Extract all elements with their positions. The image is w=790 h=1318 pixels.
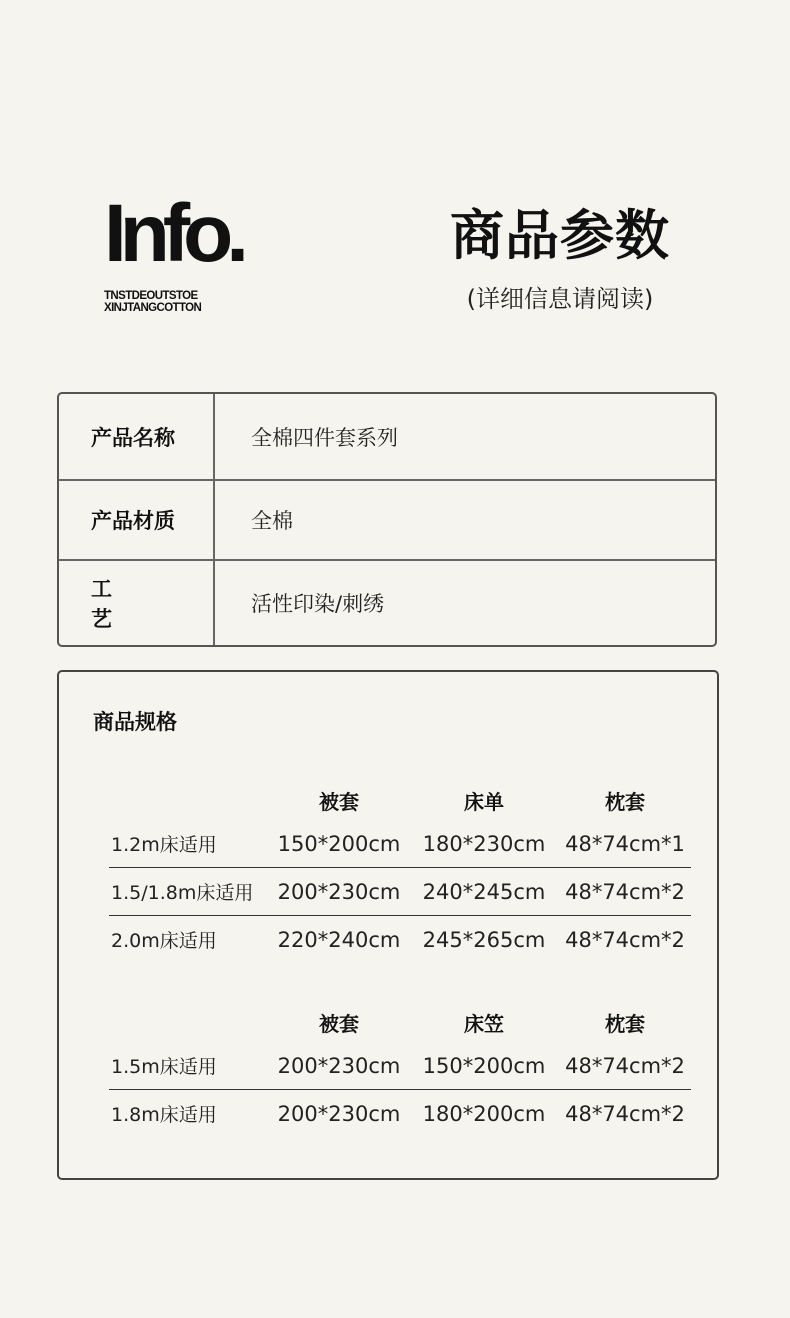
table-cell: 200*230cm [269,1090,409,1138]
table-header-row [109,780,691,820]
table-cell: 48*74cm*2 [559,916,691,964]
page-subtitle: (详细信息请阅读) [466,285,654,313]
column-header: 枕套 [605,1011,645,1036]
info-row-craft [59,559,715,645]
bed-size-cell: 2.0m床适用 [109,916,269,964]
table-row [109,868,691,916]
table-cell: 150*200cm [422,1053,546,1078]
bed-size-cell: 1.5/1.8m床适用 [109,868,269,916]
table-cell: 48*74cm*2 [565,1053,685,1078]
table-row [109,916,691,964]
table-cell: 48*74cm*2 [559,868,691,916]
column-header: 枕套 [605,789,645,814]
info-row-name [59,394,715,479]
bed-size-cell: 1.2m床适用 [111,834,217,856]
table-cell: 180*230cm [422,831,546,856]
info-value: 活性印染/刺绣 [251,592,385,616]
brand-logo [104,188,334,314]
bed-size-cell: 1.5m床适用 [111,1056,217,1078]
column-header [109,780,269,820]
logo-tagline-line1: TNSTDEOUTSTOE [104,290,198,302]
spec-title: 商品规格 [93,710,177,734]
table-cell: 240*245cm [409,868,559,916]
logo-tagline-line2: XINJTANGCOTTON [104,302,202,314]
product-info-table [57,392,717,647]
table-cell: 150*200cm [277,831,401,856]
spec-table-fitted-set [109,1002,691,1137]
info-label: 产品名称 [59,394,215,479]
table-cell: 245*265cm [409,916,559,964]
table-row [109,820,691,868]
info-label: 产品材质 [59,481,215,559]
page-title: 商品参数 [450,204,670,267]
table-row [109,1042,691,1090]
column-header: 被套 [319,1011,359,1036]
table-cell: 220*240cm [269,916,409,964]
page-heading [430,200,690,314]
spec-panel [57,670,719,1180]
column-header: 床单 [464,789,504,814]
table-cell: 200*230cm [277,1053,401,1078]
column-header: 床笠 [464,1011,504,1036]
table-header-row [109,1002,691,1042]
logo-tagline [104,290,334,314]
table-cell: 200*230cm [269,868,409,916]
info-label: 工艺 [59,561,215,645]
info-row-material [59,479,715,559]
bed-size-cell: 1.8m床适用 [109,1090,269,1138]
table-cell: 48*74cm*2 [559,1090,691,1138]
table-cell: 48*74cm*1 [565,831,685,856]
info-value: 全棉四件套系列 [251,425,398,450]
info-value: 全棉 [251,509,293,533]
table-cell: 180*200cm [409,1090,559,1138]
logo-wordmark: Info. [104,188,243,279]
column-header [109,1002,269,1042]
spec-table-sheet-set [109,780,691,963]
table-row [109,1090,691,1138]
column-header: 被套 [319,789,359,814]
